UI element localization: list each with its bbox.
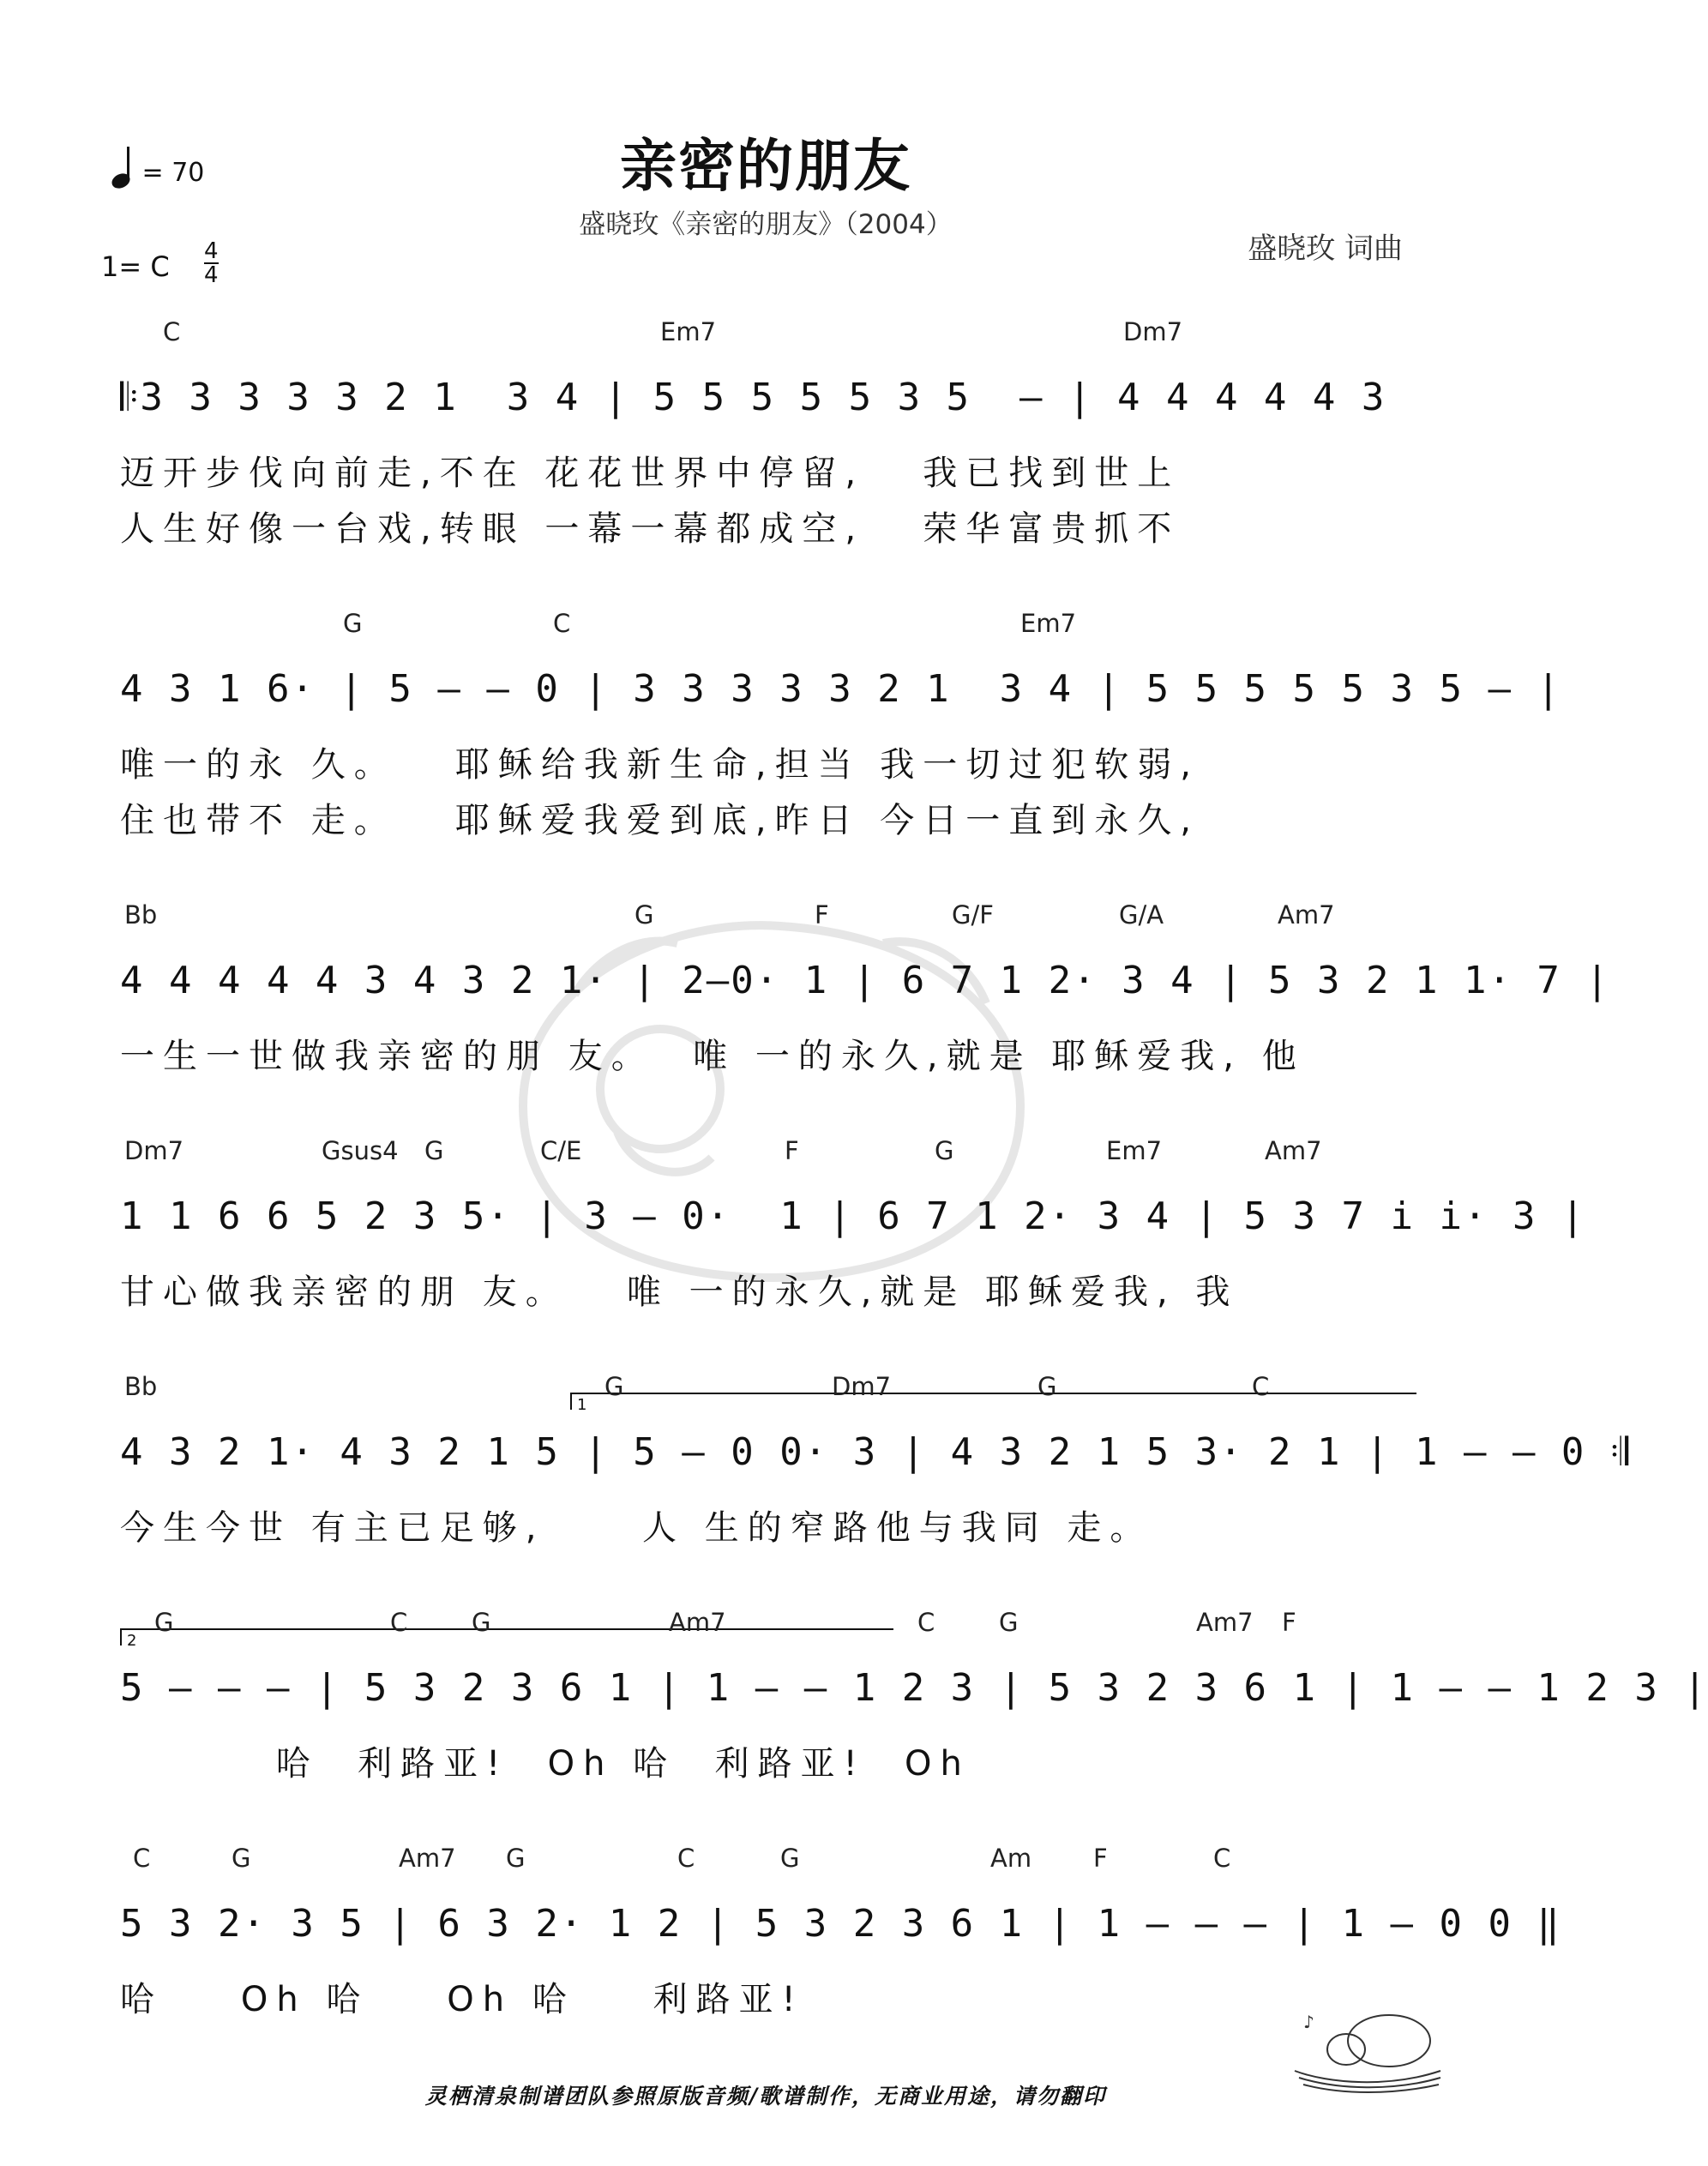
chord: G bbox=[424, 1136, 444, 1165]
notation-line: 5 3 2· 3 5 | 6 3 2· 1 2 | 5 3 2 3 6 1 | 1 – – – | 1 – 0 0 ‖ bbox=[120, 1902, 1561, 1946]
chord: F bbox=[785, 1136, 799, 1165]
notation-line: 4 3 1 6· | 5 – – 0 | 3 3 3 3 3 2 1 3 4 | 5 5 5 5 5 3 5 – | bbox=[120, 667, 1561, 711]
chord: G bbox=[634, 900, 654, 930]
chord: C bbox=[163, 317, 181, 346]
chord: G bbox=[472, 1608, 491, 1637]
notation-line: 𝄆3 3 3 3 3 2 1 3 4 | 5 5 5 5 5 3 5 – | 4 4 4 4 4 3 bbox=[120, 376, 1386, 419]
chord: Dm7 bbox=[832, 1372, 892, 1401]
lyric-verse-1: 迈开步伐向前走,不在 花花世界中停留, 我已找到世上 bbox=[120, 454, 1181, 493]
time-signature bbox=[204, 240, 219, 286]
chord: Dm7 bbox=[124, 1136, 184, 1165]
chord: Am7 bbox=[399, 1844, 456, 1873]
notation-line: 5 – – – | 5 3 2 3 6 1 | 1 – – 1 2 3 | 5 3 2 3 6 1 | 1 – – 1 2 3 | bbox=[120, 1666, 1708, 1710]
chord: C bbox=[917, 1608, 935, 1637]
chord: C bbox=[390, 1608, 408, 1637]
chord: C bbox=[1213, 1844, 1231, 1873]
chord: C bbox=[677, 1844, 695, 1873]
svg-text:♪: ♪ bbox=[1303, 2012, 1314, 2032]
chord: Em7 bbox=[1020, 609, 1077, 638]
chord: Dm7 bbox=[1123, 317, 1183, 346]
chord: G bbox=[506, 1844, 526, 1873]
notation-line: 4 4 4 4 4 3 4 3 2 1· | 2–0· 1 | 6 7 1 2· 3 4 | 5 3 2 1 1· 7 | bbox=[120, 959, 1610, 1002]
volta-number: 2 bbox=[127, 1632, 137, 1650]
copyright-footer: 灵栖清泉制谱团队参照原版音频/歌谱制作，无商业用途，请勿翻印 bbox=[424, 2084, 1107, 2109]
chord: Am7 bbox=[1278, 900, 1335, 930]
chord: G bbox=[1037, 1372, 1057, 1401]
chord: G bbox=[343, 609, 363, 638]
notation-line: 4 3 2 1· 4 3 2 1 5 | 5 – 0 0· 3 | 4 3 2 1 5 3· 2 1 | 1 – – 0 𝄇 bbox=[120, 1430, 1631, 1474]
chord: Am7 bbox=[1265, 1136, 1322, 1165]
chord: C bbox=[133, 1844, 151, 1873]
chord: C bbox=[553, 609, 571, 638]
notation-line: 1 1 6 6 5 2 3 5· | 3 – 0· 1 | 6 7 1 2· 3 4 | 5 3 7 i i· 3 | bbox=[120, 1194, 1586, 1238]
song-title: 亲密的朋友 bbox=[620, 133, 911, 199]
chord: Em7 bbox=[660, 317, 717, 346]
composer-credit: 盛晓玫 词曲 bbox=[1248, 232, 1403, 266]
chord: G bbox=[999, 1608, 1019, 1637]
lyric-line: 哈 Oh 哈 Oh 哈 利路亚! bbox=[120, 1980, 804, 2019]
chord: G/F bbox=[952, 900, 994, 930]
chord: Bb bbox=[124, 900, 158, 930]
song-subtitle: 盛晓玫《亲密的朋友》（2004） bbox=[579, 209, 953, 240]
chord: G/A bbox=[1119, 900, 1164, 930]
time-signature-top: 4 bbox=[204, 238, 219, 264]
chord: F bbox=[1093, 1844, 1108, 1873]
chord: Gsus4 bbox=[322, 1136, 399, 1165]
chord: G bbox=[780, 1844, 800, 1873]
chord: C/E bbox=[540, 1136, 582, 1165]
lyric-verse-1: 唯一的永 久。 耶稣给我新生命,担当 我一切过犯软弱, bbox=[120, 745, 1200, 785]
chord: Bb bbox=[124, 1372, 158, 1401]
chord: Am7 bbox=[1196, 1608, 1254, 1637]
lyric-verse-2: 人生好像一台戏,转眼 一幕一幕都成空, 荣华富贵抓不 bbox=[120, 509, 1181, 549]
time-signature-bottom: 4 bbox=[204, 262, 219, 288]
lyric-line: 甘心做我亲密的朋 友。 唯 一的永久,就是 耶稣爱我, 我 bbox=[120, 1273, 1239, 1312]
chord: G bbox=[935, 1136, 954, 1165]
key-signature: 1= C bbox=[101, 250, 170, 283]
lyric-line: 一生一世做我亲密的朋 友。 唯 一的永久,就是 耶稣爱我, 他 bbox=[120, 1037, 1305, 1076]
chord: C bbox=[1252, 1372, 1270, 1401]
sheep-logo-icon bbox=[1286, 2002, 1449, 2097]
tempo-value: = 70 bbox=[141, 158, 205, 188]
chord: Em7 bbox=[1106, 1136, 1163, 1165]
lyric-verse-2: 住也带不 走。 耶稣爱我爱到底,昨日 今日一直到永久, bbox=[120, 801, 1200, 840]
chord: G bbox=[232, 1844, 251, 1873]
chord: G bbox=[604, 1372, 624, 1401]
chord: Am bbox=[990, 1844, 1032, 1873]
lyric-line: 哈 利路亚! Oh 哈 利路亚! Oh bbox=[120, 1744, 971, 1784]
chord: G bbox=[154, 1608, 174, 1637]
chord: Am7 bbox=[669, 1608, 726, 1637]
lyric-line: 今生今世 有主已足够, 人 生的窄路他与我同 走。 bbox=[120, 1508, 1153, 1548]
chord: F bbox=[1282, 1608, 1296, 1637]
chord: F bbox=[815, 900, 829, 930]
volta-number: 1 bbox=[577, 1396, 587, 1414]
